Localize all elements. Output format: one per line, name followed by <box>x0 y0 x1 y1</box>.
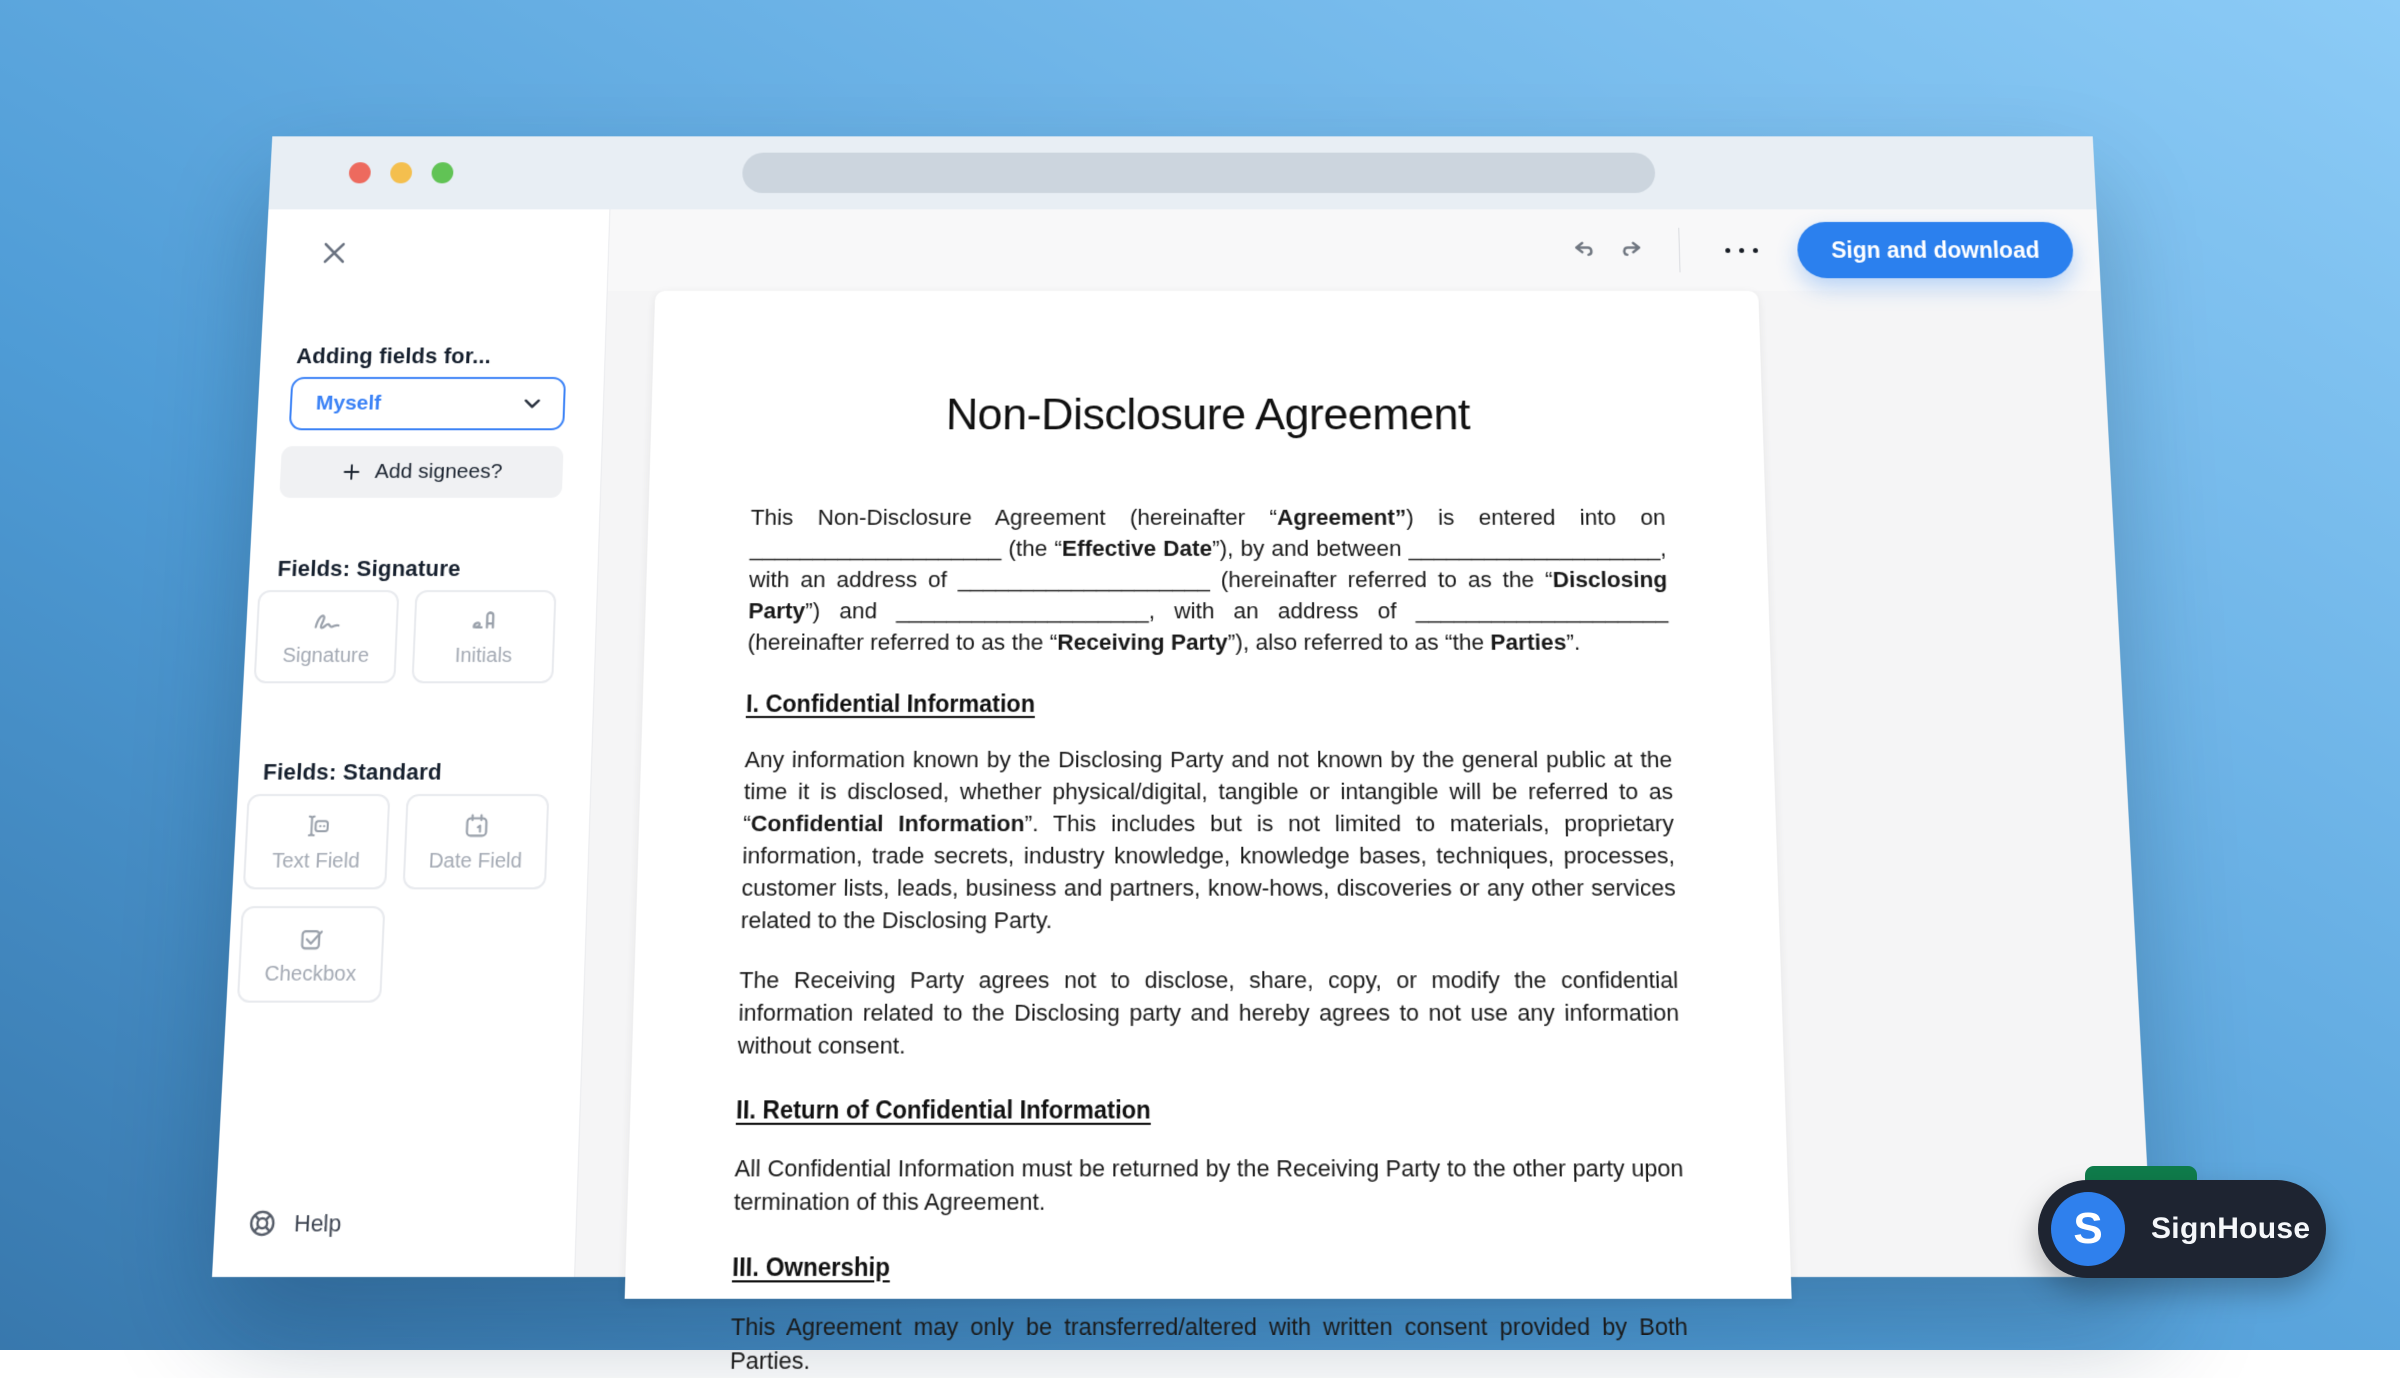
chevron-down-icon <box>519 391 546 417</box>
signhouse-badge-label: SignHouse <box>2151 1212 2311 1245</box>
standard-fields-group <box>237 794 554 1003</box>
checkbox-field-button[interactable] <box>237 906 386 1003</box>
document-content <box>622 291 1794 1378</box>
zoom-window-button[interactable] <box>431 162 454 183</box>
address-bar[interactable] <box>742 153 1656 193</box>
ellipsis-icon <box>1725 248 1730 253</box>
plus-icon <box>340 461 363 483</box>
toolbar-divider <box>1678 228 1680 273</box>
date-field-label: Date Field <box>428 849 523 873</box>
editor-toolbar <box>608 209 2101 290</box>
redo-button[interactable] <box>1607 229 1652 272</box>
document-area <box>575 209 2153 1375</box>
initials-field-button[interactable] <box>411 590 556 683</box>
signature-fields-group <box>254 590 561 683</box>
text-field-label: Text Field <box>271 849 361 873</box>
fields-standard-heading: Fields: Standard <box>262 759 443 785</box>
close-icon <box>317 236 352 269</box>
minimize-window-button[interactable] <box>390 162 413 183</box>
document-page <box>625 291 1792 1375</box>
signature-field-button[interactable] <box>254 590 400 683</box>
text-cursor-icon <box>300 810 334 841</box>
fields-signature-heading: Fields: Signature <box>276 555 462 582</box>
browser-window <box>212 136 2153 1375</box>
add-signees-button[interactable] <box>279 446 563 498</box>
window-body <box>212 209 2153 1375</box>
doc-paragraph: This Agreement may only be transferred/altered with written consent provided by Both Parties. <box>729 1312 1689 1375</box>
help-button[interactable] <box>245 1207 342 1241</box>
help-label: Help <box>293 1209 342 1237</box>
doc-heading: I. Confidential Information <box>745 690 1036 717</box>
doc-paragraph: The Receiving Party agrees not to disclose, share, copy, or modify the confidential information related to the Disclosing party and hereby agrees to not use any information without consent. <box>737 966 1680 1059</box>
initials-field-label: Initials <box>454 644 513 667</box>
sign-and-download-button[interactable]: Sign and download <box>1797 222 2075 278</box>
doc-title: Non-Disclosure Agreement <box>945 388 1471 440</box>
more-options-button[interactable] <box>1725 248 1758 253</box>
calendar-icon <box>460 810 494 841</box>
browser-titlebar <box>268 136 2096 209</box>
doc-paragraph: This Non-Disclosure Agreement (hereinafter “Agreement”) is entered into on ____________________ (the “Effective Date”), by and between ____________________, with an address of ____________________ (hereinafter referred to as the “Disclosing Party”) and ____________________, with an address of ____________________ (hereinafter referred to as the “Receiving Party”), also referred to as “the Parties”. <box>747 504 1669 655</box>
redo-icon <box>1614 235 1644 264</box>
doc-heading: II. Return of Confidential Information <box>735 1096 1151 1124</box>
checkbox-icon <box>295 922 329 953</box>
checkbox-field-label: Checkbox <box>264 962 357 986</box>
close-sidebar-button[interactable] <box>317 236 352 269</box>
help-lifebuoy-icon <box>245 1207 279 1241</box>
add-signees-label: Add signees? <box>374 460 503 483</box>
doc-paragraph: Any information known by the Disclosing Party and not known by the general public at the time it is disclosed, whether physical/digital, tangible or intangible will be referred to as “Confidential Information”. This includes but is not limited to materials, proprietary information, trade secrets, industry knowledge, knowledge bases, techniques, processes, customer lists, leads, business and partners, know-hows, discoveries or any other services related to the Disclosing Party. <box>740 746 1676 934</box>
signee-selector-value: Myself <box>315 391 382 415</box>
signee-selector[interactable] <box>289 377 566 430</box>
date-field-button[interactable] <box>403 794 550 889</box>
adding-fields-label: Adding fields for... <box>295 343 492 369</box>
signature-icon <box>311 606 345 636</box>
close-window-button[interactable] <box>349 162 372 183</box>
fields-sidebar <box>212 209 610 1277</box>
doc-paragraph: All Confidential Information must be returned by the Receiving Party to the other party upon termination of this Agreement. <box>733 1154 1684 1216</box>
window-controls <box>349 162 454 183</box>
undo-button[interactable] <box>1564 229 1608 272</box>
doc-heading: III. Ownership <box>731 1253 891 1282</box>
signature-field-label: Signature <box>281 644 370 667</box>
signhouse-badge[interactable] <box>2038 1180 2326 1278</box>
signhouse-logo-icon: S <box>2051 1192 2125 1266</box>
undo-icon <box>1571 235 1601 264</box>
text-field-button[interactable] <box>243 794 391 889</box>
initials-pen-icon <box>468 606 501 636</box>
